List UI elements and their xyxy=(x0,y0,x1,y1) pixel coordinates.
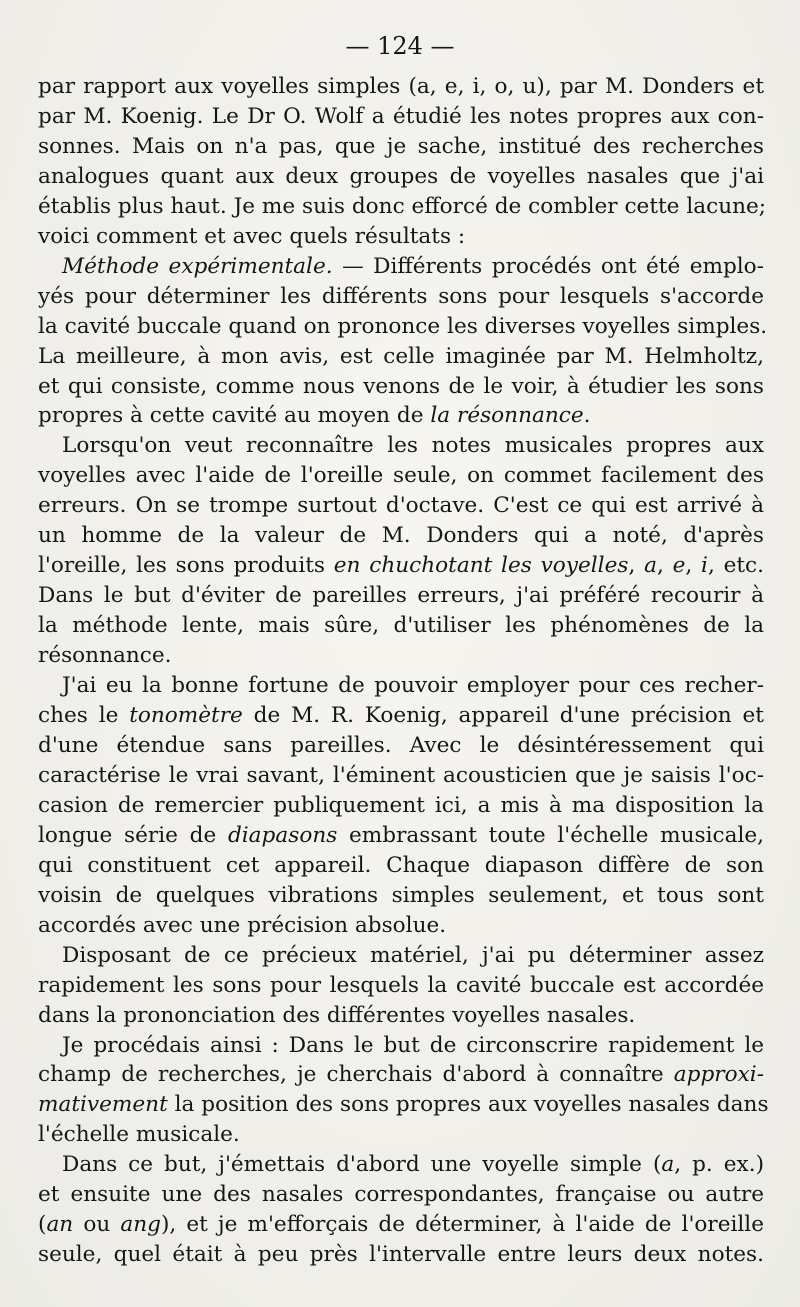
text-line xyxy=(38,192,767,222)
text-segment: résonnance. xyxy=(38,643,172,669)
text-segment: la position des sons propres aux voyelles nasales dans xyxy=(167,1092,769,1118)
text-line xyxy=(38,72,764,102)
text-line xyxy=(38,1090,769,1120)
text-line xyxy=(38,701,764,731)
text-segment: yés pour déterminer les différents sons pour lesquels s'accorde xyxy=(38,283,764,309)
text-line xyxy=(38,401,764,431)
text-segment: par M. Koenig. Le Dr O. Wolf a étudié les notes propres aux con- xyxy=(38,103,764,129)
italic-text: tonomètre xyxy=(129,703,243,729)
text-line xyxy=(38,162,764,192)
text-segment: Je procédais ainsi : Dans le but de circonscrire rapidement le xyxy=(62,1032,764,1058)
text-line xyxy=(38,1240,764,1270)
text-line xyxy=(38,132,764,162)
text-segment: caractérise le vrai savant, l'éminent acousticien que je saisis l'oc- xyxy=(38,762,764,788)
text-line xyxy=(38,671,764,701)
text-line xyxy=(38,282,764,312)
text-line xyxy=(38,1031,764,1061)
text-line xyxy=(38,521,764,551)
italic-text: Méthode expérimentale. xyxy=(62,253,333,279)
text-segment: voici comment et avec quels résultats : xyxy=(38,223,466,249)
italic-text: en chuchotant les voyelles xyxy=(333,553,629,579)
text-line xyxy=(38,312,768,342)
text-segment: sonnes. Mais on n'a pas, que je sache, institué des recherches xyxy=(38,133,764,159)
text-segment: ches le xyxy=(38,703,130,729)
text-segment: par rapport aux voyelles simples (a, e, i, o, u), par M. Donders et xyxy=(38,74,764,99)
text-segment: , etc. xyxy=(707,553,764,579)
text-line xyxy=(38,1060,764,1090)
page-number: — 124 — xyxy=(345,32,455,60)
text-line xyxy=(38,761,764,791)
text-segment: — Différents procédés ont été emplo- xyxy=(332,253,764,279)
text-segment: rapidement les sons pour lesquels la cavité buccale est accordée xyxy=(38,972,764,998)
italic-text: a xyxy=(661,1152,675,1178)
text-line xyxy=(38,941,764,971)
text-segment: propres à cette cavité au moyen de xyxy=(38,403,431,429)
text-line xyxy=(38,881,764,911)
italic-text: i xyxy=(701,553,708,579)
italic-text: mativement xyxy=(38,1092,168,1118)
text-segment: voisin de quelques vibrations simples seulement, et tous sont xyxy=(38,882,764,908)
italic-text: e xyxy=(672,553,686,579)
text-segment: embrassant toute l'échelle musicale, xyxy=(337,822,764,848)
text-segment: erreurs. On se trompe surtout d'octave. C'est ce qui est arrivé à xyxy=(38,493,764,519)
text-segment: l'échelle musicale. xyxy=(38,1122,240,1148)
text-segment: qui constituent cet appareil. Chaque diapason diffère de son xyxy=(38,852,764,878)
text-segment: , xyxy=(656,553,673,579)
text-line xyxy=(38,581,764,611)
text-segment: la méthode lente, mais sûre, d'utiliser les phénomènes de la xyxy=(38,613,764,639)
text-segment: accordés avec une précision absolue. xyxy=(38,912,447,938)
text-segment: voyelles avec l'aide de l'oreille seule, on commet facilement des xyxy=(38,463,764,489)
text-line xyxy=(38,431,764,461)
text-segment: champ de recherches, je cherchais d'abord à connaître xyxy=(38,1062,674,1088)
text-segment: J'ai eu la bonne fortune de pouvoir employer pour ces recher- xyxy=(62,673,764,699)
text-line xyxy=(38,222,764,252)
text-segment: dans la prononciation des différentes voyelles nasales. xyxy=(38,1002,636,1028)
text-segment: Dans ce but, j'émettais d'abord une voyelle simple ( xyxy=(62,1152,662,1178)
text-segment: ou xyxy=(73,1212,121,1238)
text-line xyxy=(38,731,764,761)
text-segment: , xyxy=(685,553,702,579)
text-segment: établis plus haut. Je me suis donc efforcé de combler cette lacune; xyxy=(38,193,767,219)
body-text xyxy=(38,72,769,1270)
text-segment: de M. R. Koenig, appareil d'une précision et xyxy=(242,703,764,729)
text-segment: Lorsqu'on veut reconnaître les notes musicales propres aux xyxy=(62,433,764,459)
text-line xyxy=(38,1150,764,1180)
italic-text: an xyxy=(46,1212,74,1238)
italic-text: approxi- xyxy=(673,1062,764,1088)
text-segment: et ensuite une des nasales correspondantes, française ou autre xyxy=(38,1182,764,1208)
text-segment: d'une étendue sans pareilles. Avec le désintéressement qui xyxy=(38,732,764,758)
text-segment: casion de remercier publiquement ici, a mis à ma disposition la xyxy=(38,792,764,818)
italic-text: diapasons xyxy=(227,822,338,848)
text-segment: . xyxy=(583,403,591,429)
text-line xyxy=(38,372,764,402)
text-line xyxy=(38,102,764,132)
text-segment: Disposant de ce précieux matériel, j'ai pu déterminer assez xyxy=(62,942,764,968)
text-segment: Dans le but d'éviter de pareilles erreurs, j'ai préféré recourir à xyxy=(38,583,764,609)
text-line xyxy=(38,252,764,282)
text-segment: la cavité buccale quand on prononce les diverses voyelles simples. xyxy=(38,313,768,339)
text-line xyxy=(38,461,764,491)
italic-text: la résonnance xyxy=(430,403,584,429)
text-segment: l'oreille, les sons produits xyxy=(38,553,334,579)
text-segment: ( xyxy=(38,1212,47,1238)
text-line xyxy=(38,971,764,1001)
text-line xyxy=(38,1180,764,1210)
text-line xyxy=(38,851,764,881)
text-line xyxy=(38,791,764,821)
text-segment: longue série de xyxy=(38,822,228,848)
text-segment: un homme de la valeur de M. Donders qui a noté, d'après xyxy=(38,523,764,549)
text-segment: seule, quel était à peu près l'intervalle entre leurs deux notes. xyxy=(38,1242,764,1268)
text-line xyxy=(38,1210,764,1240)
text-segment: , xyxy=(628,553,645,579)
text-line xyxy=(38,911,764,941)
text-segment: , p. ex.) xyxy=(674,1152,764,1178)
italic-text: ang xyxy=(120,1212,161,1238)
text-line xyxy=(38,1001,764,1031)
text-line xyxy=(38,342,764,372)
text-line xyxy=(38,491,764,521)
text-line xyxy=(38,1120,764,1150)
text-line xyxy=(38,611,764,641)
italic-text: a xyxy=(644,553,657,579)
text-segment: et qui consiste, comme nous venons de le voir, à étudier les sons xyxy=(38,373,764,399)
text-line xyxy=(38,821,764,851)
text-line xyxy=(38,551,764,581)
text-segment: La meilleure, à mon avis, est celle imaginée par M. Helmholtz, xyxy=(38,343,764,369)
text-segment: ), et je m'efforçais de déterminer, à l'aide de l'oreille xyxy=(160,1212,764,1238)
text-segment: analogues quant aux deux groupes de voyelles nasales que j'ai xyxy=(38,163,764,189)
text-line xyxy=(38,641,764,671)
